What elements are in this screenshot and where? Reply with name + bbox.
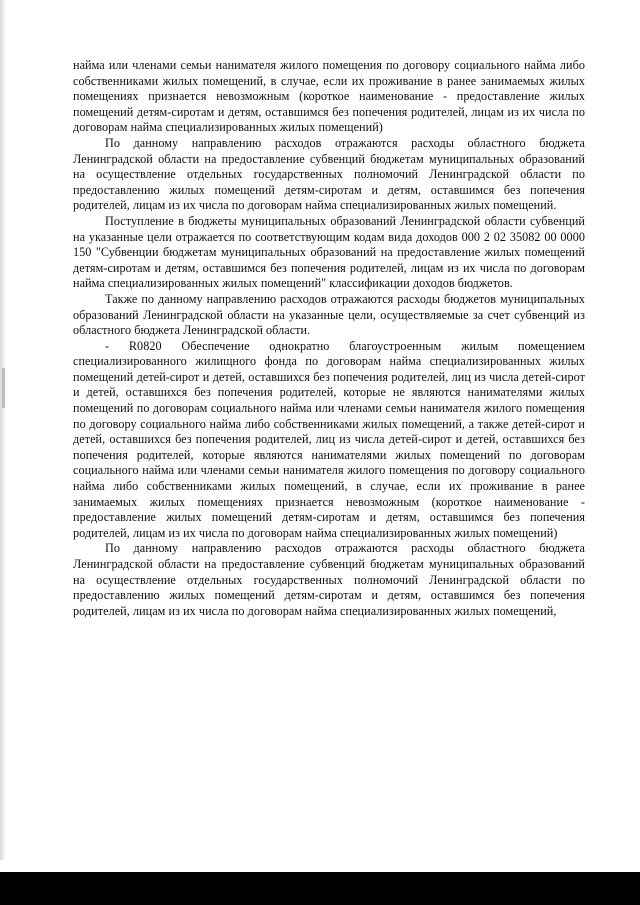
paragraph-expenses-regional-budget-2: По данному направлению расходов отражаются расходы областного бюджета Ленинградской области на предоставление субвенций бюджетам муниципальных образований на осуществление отдельных государственных полномочий Ленинградской области по предоставлению жилых помещений детям-сиротам и детям, оставшимся без попечения родителей, лицам из их числа по договорам найма специализированных жилых помещений,	[73, 541, 585, 618]
paragraph-expenses-regional-budget: По данному направлению расходов отражаются расходы областного бюджета Ленинградской области на предоставление субвенций бюджетам муниципальных образований на осуществление отдельных государственных полномочий Ленинградской области по предоставлению жилых помещений детям-сиротам и детям, оставшимся без попечения родителей, лицам из их числа по договорам найма специализированных жилых помещений.	[73, 135, 585, 213]
paragraph-subvention-revenue: Поступление в бюджеты муниципальных образований Ленинградской области субвенций на указанные цели отражается по соответствующим кодам вида доходов 000 2 02 35082 00 0000 150 "Субвенции бюджетам муниципальных образований на предоставление жилых помещений детям-сиротам и детям, оставшимся без попечения родителей, лицам из их числа по договорам найма специализированных жилых помещений" классификации доходов бюджетов.	[73, 213, 585, 291]
scan-bottom-bar	[0, 872, 640, 905]
scan-edge-mark	[2, 368, 5, 408]
paragraph-continuation: найма или членами семьи нанимателя жилого помещения по договору социального найма либо собственниками жилых помещений, в случае, если их проживание в ранее занимаемых жилых помещениях признается невозможным (короткое наименование - предоставление жилых помещений детям-сиротам и детям, оставшимся без попечения родителей, лицам из их числа по договорам найма специализированных жилых помещений)	[73, 58, 585, 135]
scan-edge-shadow	[0, 0, 6, 860]
paragraph-municipal-expenses: Также по данному направлению расходов отражаются расходы бюджетов муниципальных образований Ленинградской области на указанные цели, осуществляемые за счет субвенций из областного бюджета Ленинградской области.	[73, 291, 585, 338]
paragraph-r0820-definition: - R0820 Обеспечение однократно благоустроенным жилым помещением специализированного жилищного фонда по договорам найма специализированных жилых помещений детей-сирот и детей, оставшихся без попечения родителей, лиц из числа детей-сирот и детей, оставшихся без попечения родителей, которые не являются нанимателями жилых помещений по договорам социального найма или членами семьи нанимателя жилого помещения по договору социального найма либо собственниками жилых помещений, а также детей-сирот и детей, оставшихся без попечения родителей, лиц из числа детей-сирот и детей, оставшихся без попечения родителей, которые являются нанимателями жилых помещений по договорам социального найма или членами семьи нанимателя жилого помещения по договору социального найма либо собственниками жилых помещений, в случае, если их проживание в ранее занимаемых жилых помещениях признается невозможным (короткое наименование - предоставление жилых помещений детям-сиротам и детям, оставшимся без попечения родителей, лицам из их числа по договорам найма специализированных жилых помещений)	[73, 338, 585, 540]
document-body	[73, 58, 585, 619]
